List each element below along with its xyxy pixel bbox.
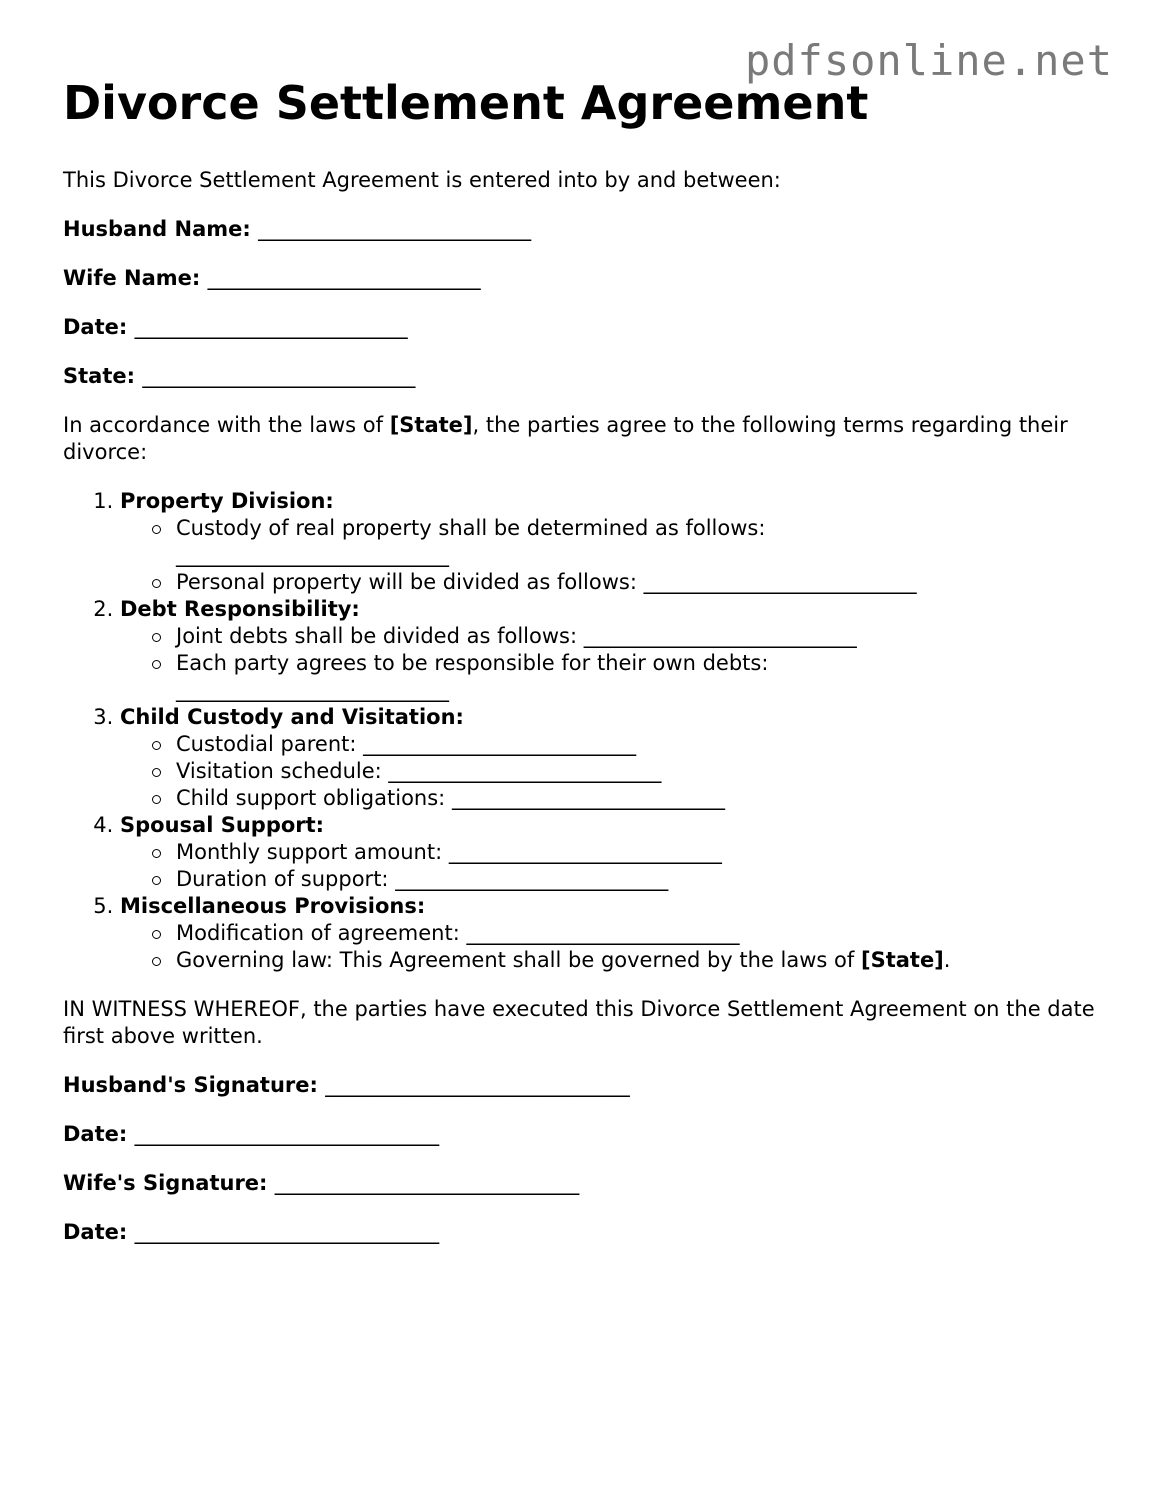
date-blank[interactable]: __________________________ <box>134 314 408 339</box>
wife-name-blank[interactable]: __________________________ <box>207 265 481 290</box>
husband-name-field <box>63 216 1103 243</box>
section-debt-responsibility <box>120 596 1103 704</box>
visitation-schedule-blank[interactable]: __________________________ <box>388 758 662 783</box>
section-spousal-support <box>120 812 1103 893</box>
witness-text: IN WITNESS WHEREOF, the parties have executed this Divorce Settlement Agreement on the date first above written. <box>63 996 1095 1048</box>
list-item: Duration of support: __________________________ <box>176 866 1103 893</box>
wife-name-label: Wife Name: <box>63 265 201 290</box>
signature-date-label-1: Date: <box>63 1121 128 1146</box>
husband-signature-label: Husband's Signature: <box>63 1072 318 1097</box>
list-item: Custodial parent: __________________________ <box>176 731 1103 758</box>
document-page <box>63 78 1103 1268</box>
section-title: Debt Responsibility: <box>120 596 360 621</box>
accordance-text <box>63 412 1103 466</box>
section-child-custody <box>120 704 1103 812</box>
wife-name-field <box>63 265 1103 292</box>
husband-signature-field <box>63 1072 1103 1099</box>
section-title: Property Division: <box>120 488 334 513</box>
wife-signature-label: Wife's Signature: <box>63 1170 268 1195</box>
signature-date-label-2: Date: <box>63 1219 128 1244</box>
wife-signature-field <box>63 1170 1103 1197</box>
husband-signature-blank[interactable]: _____________________________ <box>325 1072 630 1097</box>
own-debts-blank[interactable]: __________________________ <box>176 677 449 702</box>
child-support-blank[interactable]: __________________________ <box>451 785 725 810</box>
monthly-support-blank[interactable]: __________________________ <box>448 839 722 864</box>
list-item: Joint debts shall be divided as follows: __________________________ <box>176 623 1103 650</box>
custodial-parent-blank[interactable]: __________________________ <box>363 731 637 756</box>
section-miscellaneous <box>120 893 1103 974</box>
date-label: Date: <box>63 314 128 339</box>
list-item: Child support obligations: __________________________ <box>176 785 1103 812</box>
support-duration-blank[interactable]: __________________________ <box>395 866 669 891</box>
state-field <box>63 363 1103 390</box>
intro-text: This Divorce Settlement Agreement is entered into by and between: <box>63 167 781 192</box>
page-title: Divorce Settlement Agreement <box>63 76 869 130</box>
signature-date-blank-1[interactable]: _____________________________ <box>134 1121 440 1146</box>
signature-date-field-2 <box>63 1219 1103 1246</box>
accordance-pre: In accordance with the laws of <box>63 412 390 437</box>
personal-property-blank[interactable]: __________________________ <box>643 569 917 594</box>
list-item: Custody of real property shall be determined as follows: __________________________ <box>176 515 1103 569</box>
section-title: Miscellaneous Provisions: <box>120 893 426 918</box>
terms-list <box>63 488 1103 974</box>
husband-name-label: Husband Name: <box>63 216 251 241</box>
list-item: Personal property will be divided as follows: __________________________ <box>176 569 1103 596</box>
signature-date-field-1 <box>63 1121 1103 1148</box>
state-label: State: <box>63 363 136 388</box>
wife-signature-blank[interactable]: _____________________________ <box>274 1170 580 1195</box>
list-item: Governing law: This Agreement shall be governed by the laws of [State]. <box>176 947 1103 974</box>
watermark: pdfsonline.net <box>744 36 1113 85</box>
accordance-post: , the parties agree to the following terms regarding their divorce: <box>63 412 1068 464</box>
signature-date-blank-2[interactable]: _____________________________ <box>134 1219 440 1244</box>
list-item: Visitation schedule: __________________________ <box>176 758 1103 785</box>
modification-blank[interactable]: __________________________ <box>466 920 740 945</box>
accordance-state: [State] <box>389 412 473 437</box>
list-item: Monthly support amount: __________________________ <box>176 839 1103 866</box>
real-property-blank[interactable]: __________________________ <box>176 542 449 567</box>
joint-debts-blank[interactable]: __________________________ <box>583 623 857 648</box>
section-title: Spousal Support: <box>120 812 325 837</box>
state-blank[interactable]: __________________________ <box>142 363 416 388</box>
list-item: Each party agrees to be responsible for their own debts: __________________________ <box>176 650 1103 704</box>
section-title: Child Custody and Visitation: <box>120 704 464 729</box>
section-property-division <box>120 488 1103 596</box>
list-item: Modification of agreement: __________________________ <box>176 920 1103 947</box>
husband-name-blank[interactable]: __________________________ <box>258 216 532 241</box>
date-field <box>63 314 1103 341</box>
